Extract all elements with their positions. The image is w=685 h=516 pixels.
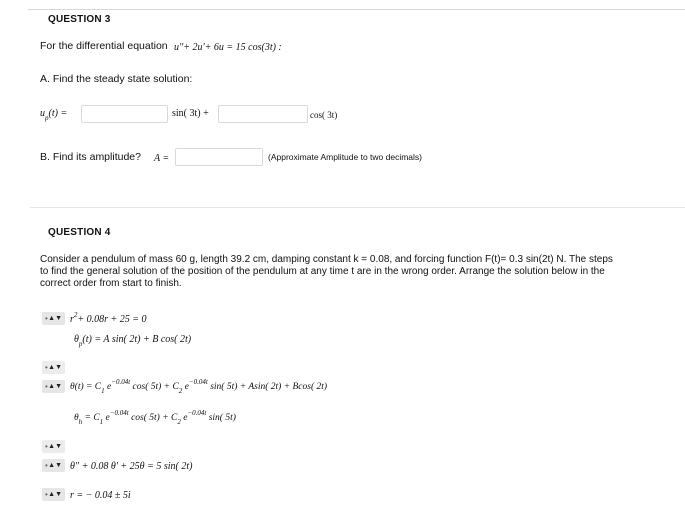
- step-2-general-solution: $\theta(t) = C_1$ $e^{-0.04t}$ cos( $5t) + C_2$ $e^{-0.04t}$ sin( 5t) + Asin( 2t) + Bcos( 2t): [70, 378, 328, 395]
- q3-equation: u''+ 2u'+ 6u = 15 cos(3t) :: [174, 42, 282, 53]
- q4-body-line-1: Consider a pendulum of mass 60 g, length 39.2 cm, damping constant k = 0.08, and forcing function F(t)= 0.3 sin(2t) N. The steps: [40, 254, 613, 265]
- chevron-up-down-icon: ▲▼: [48, 383, 62, 390]
- q3-part-b-label: B. Find its amplitude?: [40, 151, 141, 163]
- chevron-up-down-icon: ▲▼: [48, 443, 62, 450]
- q4-body-line-3: correct order from start to finish.: [40, 278, 182, 289]
- bullet-icon: •: [45, 382, 48, 391]
- order-control-step-2[interactable]: [42, 380, 65, 393]
- q3-part-a-label: A. Find the steady state solution:: [40, 73, 193, 85]
- chevron-up-down-icon: ▲▼: [48, 491, 62, 498]
- step-1-particular: $\theta_p(t) = A$ sin( 2t) + B cos( 2t): [74, 334, 192, 348]
- question-4-heading: QUESTION 4: [48, 227, 111, 238]
- bullet-icon: •: [45, 490, 48, 499]
- amplitude-note: (Approximate Amplitude to two decimals): [268, 152, 423, 162]
- cos-coefficient-input[interactable]: [218, 105, 308, 123]
- up-label: $u_p(t)$ =: [40, 108, 68, 122]
- q4-body-line-2: to find the general solution of the position of the pendulum at any time t are in the wrong order. Arrange the solution below in the: [40, 266, 605, 277]
- bullet-icon: •: [45, 461, 48, 470]
- amplitude-input[interactable]: [175, 148, 263, 166]
- q3-q4-separator: [30, 207, 685, 208]
- order-control-step-3[interactable]: [42, 459, 65, 472]
- order-control-step-3-spacer[interactable]: [42, 440, 65, 453]
- question-3-heading: QUESTION 3: [48, 14, 111, 25]
- q3-prompt: For the differential equation: [40, 40, 168, 52]
- step-4-roots: r = − 0.04 ± 5i: [70, 490, 131, 501]
- order-control-step-4[interactable]: [42, 488, 65, 501]
- bullet-icon: •: [45, 363, 48, 372]
- chevron-up-down-icon: ▲▼: [48, 364, 62, 371]
- step-3-ode: θ″ + 0.08 θ′ + 25θ = 5 sin( 2t): [70, 461, 193, 472]
- amplitude-label: A =: [154, 153, 170, 164]
- sin-coefficient-input[interactable]: [81, 105, 168, 123]
- cos-term: cos( 3t): [310, 110, 338, 120]
- order-control-step-2-spacer[interactable]: [42, 361, 65, 374]
- bullet-icon: •: [45, 442, 48, 451]
- sin-term: sin( 3t) +: [172, 108, 209, 119]
- order-control-step-1[interactable]: [42, 312, 65, 325]
- chevron-up-down-icon: ▲▼: [48, 462, 62, 469]
- step-2-homogeneous: $\theta_h = C_1$ $e^{-0.04t}$ cos( $5t) + C_2$ $e^{-0.04t}$ sin( 5t): [74, 409, 236, 426]
- step-1-equation: $r^2+ 0.08r + 25 = 0$: [70, 311, 147, 325]
- bullet-icon: •: [45, 314, 48, 323]
- top-separator: [28, 9, 685, 10]
- chevron-up-down-icon: ▲▼: [48, 315, 62, 322]
